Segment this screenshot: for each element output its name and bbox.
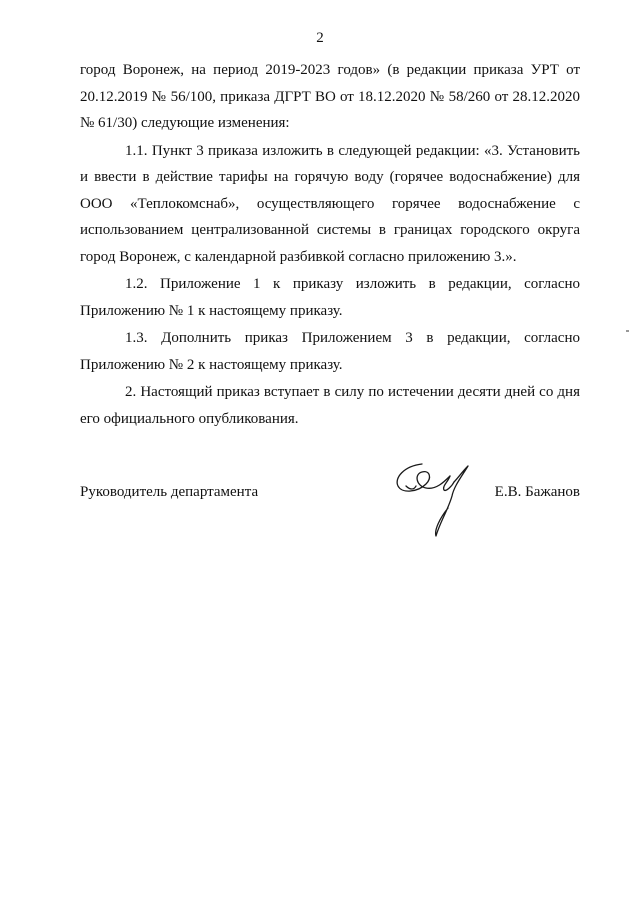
paragraph-intro: город Воронеж, на период 2019-2023 годов» (в редакции приказа УРТ от 20.12.2019 № 56/100, приказа ДГРТ ВО от 18.12.2020 № 58/260 от 28.12.2020 № 61/30) следующие изменения: [80,62,580,131]
signatory-name: Е.В. Бажанов [494,484,580,500]
paragraph-2: 2. Настоящий приказ вступает в силу по истечении десяти дней со дня его официального опубликования. [80,384,580,427]
signature-block [80,478,580,548]
signatory-position: Руководитель департамента [80,484,259,500]
document-body [80,57,580,433]
page-number: 2 [316,30,324,46]
paragraph-1-2: 1.2. Приложение 1 к приказу изложить в редакции, согласно Приложению № 1 к настоящему приказу. [80,276,580,319]
paragraph-1-1: 1.1. Пункт 3 приказа изложить в следующей редакции: «3. Установить и ввести в действие тарифы на горячую воду (горячее водоснабжение) для ООО «Теплокомснаб», осуществляющего горячее водоснабжение с использованием централизованной системы в границах городского округа город Воронеж, с календарной разбивкой согласно приложению 3.». [80,142,580,265]
paragraph-1-3: 1.3. Дополнить приказ Приложением 3 в редакции, согласно Приложению № 2 к настоящему приказу. [80,330,580,373]
scan-edge-mark [626,330,629,332]
handwritten-signature [392,456,482,542]
